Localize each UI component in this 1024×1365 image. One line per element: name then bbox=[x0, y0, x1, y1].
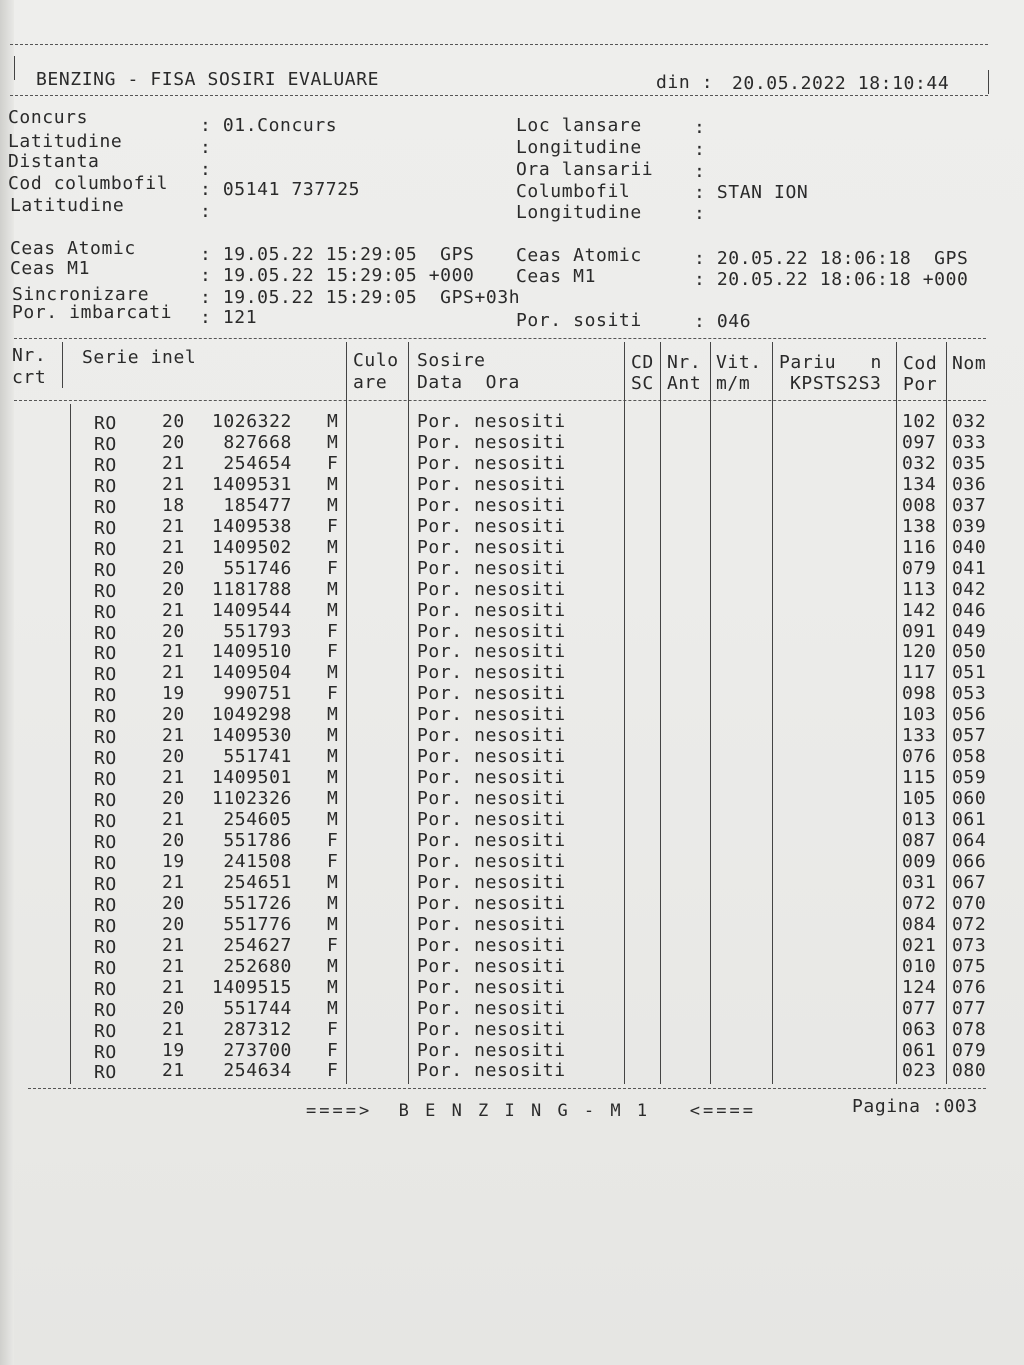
header-cod: Cod bbox=[903, 353, 938, 374]
cell-status: Por. nesositi bbox=[417, 809, 566, 831]
cell-nom: 041 bbox=[952, 557, 987, 579]
cell-country: RO bbox=[94, 1041, 117, 1063]
table-bottom-line bbox=[28, 1088, 986, 1089]
cell-nom: 042 bbox=[952, 578, 987, 600]
cell-country: RO bbox=[94, 852, 117, 874]
ceas-atomic-label: Ceas Atomic bbox=[10, 238, 136, 259]
cell-sex: M bbox=[327, 788, 339, 810]
info-label: Latitudine bbox=[10, 195, 125, 216]
cell-status: Por. nesositi bbox=[417, 473, 566, 495]
cell-country: RO bbox=[94, 915, 117, 937]
cell-year: 21 bbox=[162, 599, 185, 621]
cell-sex: M bbox=[327, 955, 339, 977]
info-value: : bbox=[200, 201, 212, 222]
cell-country: RO bbox=[94, 580, 117, 602]
cell-ring-number: 1026322 bbox=[211, 411, 292, 432]
info-label: Loc lansare bbox=[516, 115, 642, 136]
cell-country: RO bbox=[94, 664, 117, 686]
cell-sex: M bbox=[327, 599, 339, 621]
cell-ring-number: 1409531 bbox=[211, 473, 292, 495]
header-serie-inel: Serie inel bbox=[82, 347, 197, 368]
cell-nom: 051 bbox=[952, 662, 987, 684]
cell-country: RO bbox=[94, 1020, 117, 1042]
cell-year: 20 bbox=[162, 620, 185, 642]
cell-status: Por. nesositi bbox=[417, 411, 566, 432]
cell-status: Por. nesositi bbox=[417, 431, 566, 453]
footer-banner: ====> B E N Z I N G - M 1 <==== bbox=[306, 1101, 756, 1121]
info-value: : bbox=[694, 203, 706, 224]
info-value: : 05141 737725 bbox=[200, 179, 361, 200]
cell-ring-number: 1409501 bbox=[211, 767, 292, 789]
info-value: : bbox=[694, 117, 706, 138]
cell-sex: F bbox=[327, 850, 339, 872]
cell-status: Por. nesositi bbox=[417, 641, 566, 663]
cell-country: RO bbox=[94, 454, 117, 476]
cell-cod-por: 102 bbox=[902, 411, 937, 432]
cell-nom: 067 bbox=[952, 871, 987, 893]
cell-country: RO bbox=[94, 475, 117, 497]
header-ant: Ant bbox=[667, 373, 702, 394]
cell-country: RO bbox=[94, 727, 117, 749]
cell-country: RO bbox=[94, 517, 117, 539]
cell-sex: F bbox=[327, 1039, 339, 1061]
cell-cod-por: 032 bbox=[902, 452, 937, 474]
cell-year: 21 bbox=[162, 725, 185, 747]
cell-year: 19 bbox=[162, 683, 185, 705]
cell-status: Por. nesositi bbox=[417, 662, 566, 684]
cell-year: 21 bbox=[162, 934, 185, 956]
cell-sex: M bbox=[327, 913, 339, 935]
cell-sex: F bbox=[327, 683, 339, 705]
report-date: 20.05.2022 18:10:44 bbox=[732, 73, 950, 94]
col-divider bbox=[772, 342, 773, 1084]
info-value: : bbox=[694, 139, 706, 160]
cell-cod-por: 079 bbox=[902, 557, 937, 579]
cell-nom: 050 bbox=[952, 641, 987, 663]
cell-sex: M bbox=[327, 871, 339, 893]
cell-nom: 060 bbox=[952, 788, 987, 810]
cell-cod-por: 098 bbox=[902, 683, 937, 705]
cell-sex: M bbox=[327, 494, 339, 516]
col-divider bbox=[70, 404, 71, 1084]
cell-country: RO bbox=[94, 811, 117, 833]
cell-status: Por. nesositi bbox=[417, 871, 566, 893]
cell-status: Por. nesositi bbox=[417, 557, 566, 579]
cell-ring-number: 990751 bbox=[223, 683, 292, 705]
col-divider bbox=[660, 342, 661, 1084]
header-por: Por bbox=[903, 374, 938, 395]
cell-status: Por. nesositi bbox=[417, 830, 566, 851]
cell-ring-number: 241508 bbox=[223, 850, 292, 872]
cell-country: RO bbox=[94, 1062, 117, 1084]
cell-cod-por: 134 bbox=[902, 473, 937, 495]
col-divider bbox=[624, 342, 625, 1084]
cell-sex: F bbox=[327, 1060, 339, 1082]
top-border-line bbox=[10, 44, 988, 45]
cell-year: 21 bbox=[162, 1060, 185, 1082]
cell-sex: M bbox=[327, 536, 339, 558]
header-data-ora: Data Ora bbox=[417, 372, 520, 393]
cell-year: 20 bbox=[162, 578, 185, 600]
cell-ring-number: 254627 bbox=[223, 934, 292, 956]
cell-ring-number: 1102326 bbox=[211, 788, 292, 810]
cell-country: RO bbox=[94, 978, 117, 1000]
cell-cod-por: 008 bbox=[902, 494, 937, 516]
cell-status: Por. nesositi bbox=[417, 1018, 566, 1040]
ceas-atomic-right-value: : 20.05.22 18:06:18 GPS bbox=[694, 248, 969, 269]
cell-cod-por: 077 bbox=[902, 997, 937, 1019]
cell-ring-number: 1409544 bbox=[211, 599, 292, 621]
cell-cod-por: 023 bbox=[902, 1060, 937, 1082]
cell-sex: M bbox=[327, 976, 339, 998]
cell-sex: M bbox=[327, 725, 339, 747]
info-value: : bbox=[694, 161, 706, 182]
cell-ring-number: 273700 bbox=[223, 1039, 292, 1061]
cell-status: Por. nesositi bbox=[417, 725, 566, 747]
cell-country: RO bbox=[94, 685, 117, 707]
info-label: Longitudine bbox=[516, 137, 642, 158]
cell-cod-por: 084 bbox=[902, 913, 937, 935]
cell-year: 21 bbox=[162, 1018, 185, 1040]
cell-nom: 061 bbox=[952, 809, 987, 831]
cell-sex: M bbox=[327, 997, 339, 1019]
cell-ring-number: 1409502 bbox=[211, 536, 292, 558]
cell-ring-number: 287312 bbox=[223, 1018, 292, 1040]
cell-nom: 058 bbox=[952, 746, 987, 768]
cell-year: 21 bbox=[162, 955, 185, 977]
cell-year: 20 bbox=[162, 431, 185, 453]
cell-nom: 049 bbox=[952, 620, 987, 642]
page-number: Pagina :003 bbox=[852, 1096, 978, 1117]
cell-status: Por. nesositi bbox=[417, 788, 566, 810]
cell-status: Por. nesositi bbox=[417, 578, 566, 600]
title-bottom-line bbox=[10, 95, 988, 96]
cell-country: RO bbox=[94, 643, 117, 665]
cell-nom: 077 bbox=[952, 997, 987, 1019]
cell-cod-por: 097 bbox=[902, 431, 937, 453]
cell-cod-por: 120 bbox=[902, 641, 937, 663]
cell-ring-number: 254605 bbox=[223, 809, 292, 831]
report-title: BENZING - FISA SOSIRI EVALUARE bbox=[36, 69, 380, 90]
cell-cod-por: 117 bbox=[902, 662, 937, 684]
info-value: : STAN ION bbox=[694, 182, 809, 203]
cell-nom: 064 bbox=[952, 830, 987, 851]
cell-sex: M bbox=[327, 704, 339, 726]
cell-cod-por: 103 bbox=[902, 704, 937, 726]
cell-cod-por: 076 bbox=[902, 746, 937, 768]
cell-status: Por. nesositi bbox=[417, 536, 566, 558]
header-culoare-2: are bbox=[353, 372, 388, 393]
cell-nom: 032 bbox=[952, 411, 987, 432]
cell-year: 19 bbox=[162, 1039, 185, 1061]
cell-ring-number: 1409515 bbox=[211, 976, 292, 998]
cell-status: Por. nesositi bbox=[417, 683, 566, 705]
cell-sex: M bbox=[327, 809, 339, 831]
info-value: : 01.Concurs bbox=[200, 115, 338, 136]
cell-ring-number: 1409538 bbox=[211, 515, 292, 537]
header-pariu: Pariu n bbox=[779, 352, 882, 373]
cell-status: Por. nesositi bbox=[417, 515, 566, 537]
cell-status: Por. nesositi bbox=[417, 704, 566, 726]
cell-status: Por. nesositi bbox=[417, 934, 566, 956]
cell-sex: M bbox=[327, 767, 339, 789]
cell-status: Por. nesositi bbox=[417, 850, 566, 872]
info-label: Longitudine bbox=[516, 202, 642, 223]
cell-year: 20 bbox=[162, 557, 185, 579]
col-divider bbox=[946, 342, 947, 1084]
cell-status: Por. nesositi bbox=[417, 1060, 566, 1082]
cell-ring-number: 254651 bbox=[223, 871, 292, 893]
cell-sex: M bbox=[327, 662, 339, 684]
cell-status: Por. nesositi bbox=[417, 620, 566, 642]
header-culoare: Culo bbox=[353, 350, 399, 371]
cell-nom: 070 bbox=[952, 892, 987, 914]
info-label: Columbofil bbox=[516, 181, 631, 202]
cell-sex: F bbox=[327, 641, 339, 663]
cell-nom: 036 bbox=[952, 473, 987, 495]
sositi-value: : 046 bbox=[694, 311, 752, 332]
cell-country: RO bbox=[94, 957, 117, 979]
cell-nom: 040 bbox=[952, 536, 987, 558]
cell-nom: 033 bbox=[952, 431, 987, 453]
cell-cod-por: 031 bbox=[902, 871, 937, 893]
cell-nom: 039 bbox=[952, 515, 987, 537]
cell-ring-number: 1409530 bbox=[211, 725, 292, 747]
cell-year: 21 bbox=[162, 871, 185, 893]
cell-cod-por: 105 bbox=[902, 788, 937, 810]
cell-country: RO bbox=[94, 496, 117, 518]
cell-sex: M bbox=[327, 892, 339, 914]
col-divider bbox=[710, 342, 711, 1084]
cell-status: Por. nesositi bbox=[417, 767, 566, 789]
header-nr: Nr. bbox=[12, 345, 47, 366]
info-label: Distanta bbox=[8, 151, 100, 172]
header-nr-ant: Nr. bbox=[667, 352, 702, 373]
cell-nom: 079 bbox=[952, 1039, 987, 1061]
cell-cod-por: 009 bbox=[902, 850, 937, 872]
cell-year: 21 bbox=[162, 536, 185, 558]
cell-cod-por: 133 bbox=[902, 725, 937, 747]
cell-sex: M bbox=[327, 578, 339, 600]
sincronizare-label: Sincronizare bbox=[12, 284, 150, 305]
cell-sex: F bbox=[327, 557, 339, 579]
cell-sex: F bbox=[327, 934, 339, 956]
cell-cod-por: 091 bbox=[902, 620, 937, 642]
cell-cod-por: 072 bbox=[902, 892, 937, 914]
info-value: : bbox=[200, 137, 212, 158]
cell-country: RO bbox=[94, 433, 117, 455]
ceas-m1-right-label: Ceas M1 bbox=[516, 266, 597, 287]
cell-country: RO bbox=[94, 999, 117, 1021]
cell-year: 21 bbox=[162, 976, 185, 998]
cell-year: 19 bbox=[162, 850, 185, 872]
cell-country: RO bbox=[94, 790, 117, 812]
cell-cod-por: 116 bbox=[902, 536, 937, 558]
cell-status: Por. nesositi bbox=[417, 746, 566, 768]
cell-nom: 056 bbox=[952, 704, 987, 726]
cell-year: 21 bbox=[162, 809, 185, 831]
ceas-atomic-right-label: Ceas Atomic bbox=[516, 245, 642, 266]
date-label: din : bbox=[656, 72, 714, 93]
cell-nom: 035 bbox=[952, 452, 987, 474]
cell-year: 18 bbox=[162, 494, 185, 516]
cell-sex: F bbox=[327, 452, 339, 474]
cell-status: Por. nesositi bbox=[417, 599, 566, 621]
cell-cod-por: 021 bbox=[902, 934, 937, 956]
cell-sex: M bbox=[327, 473, 339, 495]
cell-status: Por. nesositi bbox=[417, 452, 566, 474]
cell-country: RO bbox=[94, 769, 117, 791]
header-sosire: Sosire bbox=[417, 350, 486, 371]
cell-country: RO bbox=[94, 601, 117, 623]
cell-ring-number: 551746 bbox=[223, 557, 292, 579]
cell-year: 20 bbox=[162, 997, 185, 1019]
cell-ring-number: 254654 bbox=[223, 452, 292, 474]
cell-sex: F bbox=[327, 1018, 339, 1040]
cell-sex: F bbox=[327, 830, 339, 851]
cell-nom: 066 bbox=[952, 850, 987, 872]
header-nom: Nom bbox=[952, 353, 987, 374]
ceas-atomic-value: : 19.05.22 15:29:05 GPS bbox=[200, 244, 475, 265]
cell-nom: 078 bbox=[952, 1018, 987, 1040]
col-divider bbox=[62, 342, 63, 388]
header-crt: crt bbox=[12, 367, 47, 388]
col-divider bbox=[896, 342, 897, 1084]
cell-ring-number: 185477 bbox=[223, 494, 292, 516]
cell-ring-number: 1409504 bbox=[211, 662, 292, 684]
cell-sex: F bbox=[327, 515, 339, 537]
header-cd: CD bbox=[631, 352, 654, 373]
cell-ring-number: 551776 bbox=[223, 913, 292, 935]
header-mm: m/m bbox=[716, 373, 751, 394]
imbarcati-label: Por. imbarcati bbox=[12, 302, 173, 323]
cell-nom: 076 bbox=[952, 976, 987, 998]
sositi-label: Por. sositi bbox=[516, 310, 642, 331]
col-divider bbox=[408, 342, 409, 1084]
cell-year: 20 bbox=[162, 913, 185, 935]
cell-status: Por. nesositi bbox=[417, 955, 566, 977]
header-kpsts2s3: KPSTS2S3 bbox=[790, 373, 882, 394]
cell-ring-number: 1409510 bbox=[211, 641, 292, 663]
cell-ring-number: 254634 bbox=[223, 1060, 292, 1082]
cell-cod-por: 063 bbox=[902, 1018, 937, 1040]
cell-country: RO bbox=[94, 538, 117, 560]
cell-sex: M bbox=[327, 431, 339, 453]
cell-cod-por: 087 bbox=[902, 830, 937, 851]
info-label: Ora lansarii bbox=[516, 159, 654, 180]
cell-year: 21 bbox=[162, 473, 185, 495]
cell-country: RO bbox=[94, 706, 117, 728]
cell-status: Por. nesositi bbox=[417, 913, 566, 935]
cell-status: Por. nesositi bbox=[417, 892, 566, 914]
cell-nom: 057 bbox=[952, 725, 987, 747]
cell-country: RO bbox=[94, 559, 117, 581]
cell-year: 20 bbox=[162, 788, 185, 810]
title-left-border bbox=[14, 56, 15, 80]
ceas-m1-value: : 19.05.22 15:29:05 +000 bbox=[200, 265, 475, 286]
imbarcati-value: : 121 bbox=[200, 307, 258, 328]
table-top-line bbox=[14, 338, 986, 339]
cell-year: 21 bbox=[162, 767, 185, 789]
cell-nom: 037 bbox=[952, 494, 987, 516]
title-right-border bbox=[988, 70, 989, 94]
cell-ring-number: 551793 bbox=[223, 620, 292, 642]
cell-country: RO bbox=[94, 894, 117, 916]
info-label: Latitudine bbox=[8, 131, 123, 152]
header-sc: SC bbox=[631, 373, 654, 394]
cell-sex: M bbox=[327, 746, 339, 768]
header-viteza: Vit. bbox=[716, 352, 762, 373]
cell-sex: F bbox=[327, 620, 339, 642]
cell-nom: 053 bbox=[952, 683, 987, 705]
cell-nom: 072 bbox=[952, 913, 987, 935]
cell-year: 21 bbox=[162, 641, 185, 663]
info-label: Cod columbofil bbox=[8, 173, 169, 194]
cell-sex: M bbox=[327, 411, 339, 432]
cell-ring-number: 551726 bbox=[223, 892, 292, 914]
cell-ring-number: 551786 bbox=[223, 830, 292, 851]
cell-status: Por. nesositi bbox=[417, 494, 566, 516]
ceas-m1-right-value: : 20.05.22 18:06:18 +000 bbox=[694, 269, 969, 290]
col-divider bbox=[346, 342, 347, 1084]
cell-year: 21 bbox=[162, 662, 185, 684]
cell-ring-number: 551744 bbox=[223, 997, 292, 1019]
cell-cod-por: 061 bbox=[902, 1039, 937, 1061]
cell-ring-number: 551741 bbox=[223, 746, 292, 768]
cell-year: 21 bbox=[162, 452, 185, 474]
cell-status: Por. nesositi bbox=[417, 1039, 566, 1061]
cell-year: 20 bbox=[162, 830, 185, 851]
cell-country: RO bbox=[94, 748, 117, 770]
info-value: : bbox=[200, 159, 212, 180]
cell-nom: 046 bbox=[952, 599, 987, 621]
cell-year: 20 bbox=[162, 411, 185, 432]
cell-ring-number: 252680 bbox=[223, 955, 292, 977]
cell-country: RO bbox=[94, 832, 117, 853]
cell-nom: 059 bbox=[952, 767, 987, 789]
cell-year: 20 bbox=[162, 704, 185, 726]
cell-status: Por. nesositi bbox=[417, 997, 566, 1019]
cell-year: 20 bbox=[162, 746, 185, 768]
cell-ring-number: 1181788 bbox=[211, 578, 292, 600]
sincronizare-value: : 19.05.22 15:29:05 GPS+03h bbox=[200, 287, 521, 308]
cell-ring-number: 1049298 bbox=[211, 704, 292, 726]
cell-ring-number: 827668 bbox=[223, 431, 292, 453]
cell-cod-por: 142 bbox=[902, 599, 937, 621]
cell-cod-por: 013 bbox=[902, 809, 937, 831]
info-label: Concurs bbox=[8, 107, 89, 128]
header-bottom-line bbox=[14, 400, 986, 401]
cell-cod-por: 138 bbox=[902, 515, 937, 537]
ceas-m1-label: Ceas M1 bbox=[10, 258, 91, 279]
cell-cod-por: 115 bbox=[902, 767, 937, 789]
cell-country: RO bbox=[94, 413, 117, 434]
cell-cod-por: 124 bbox=[902, 976, 937, 998]
cell-country: RO bbox=[94, 936, 117, 958]
cell-country: RO bbox=[94, 622, 117, 644]
cell-cod-por: 113 bbox=[902, 578, 937, 600]
cell-year: 20 bbox=[162, 892, 185, 914]
cell-status: Por. nesositi bbox=[417, 976, 566, 998]
cell-nom: 080 bbox=[952, 1060, 987, 1082]
cell-country: RO bbox=[94, 873, 117, 895]
cell-nom: 073 bbox=[952, 934, 987, 956]
cell-cod-por: 010 bbox=[902, 955, 937, 977]
cell-year: 21 bbox=[162, 515, 185, 537]
cell-nom: 075 bbox=[952, 955, 987, 977]
